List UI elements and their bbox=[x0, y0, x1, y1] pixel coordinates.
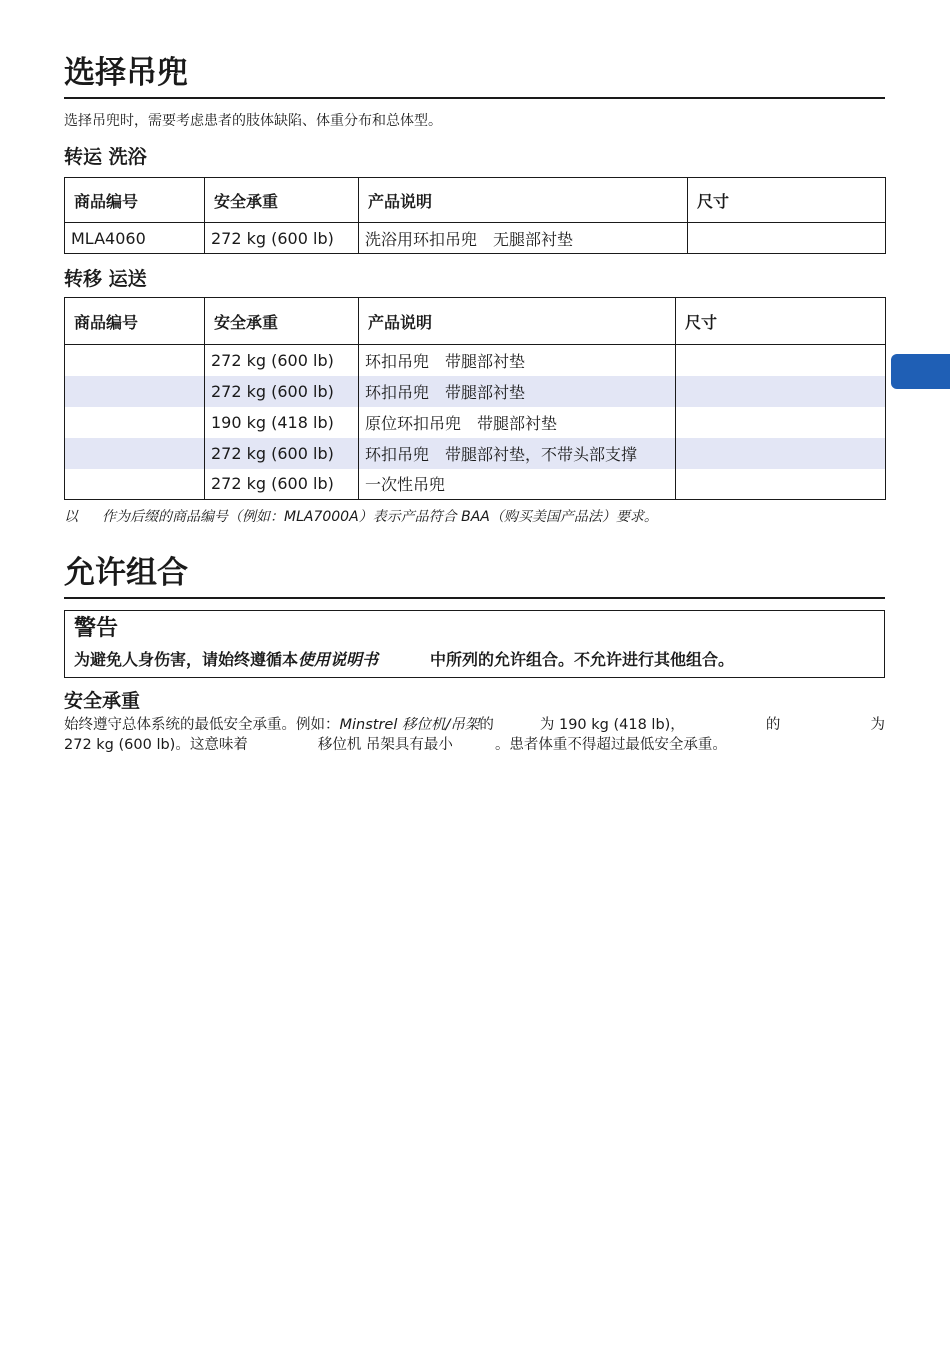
cell-size bbox=[676, 376, 886, 407]
cell-desc: 洗浴用环扣吊兜 无腿部衬垫 bbox=[359, 223, 688, 254]
cell-load: 190 kg (418 lb) bbox=[205, 407, 359, 438]
cell-size bbox=[676, 469, 886, 500]
warning-box bbox=[64, 610, 885, 678]
header-size: 尺寸 bbox=[676, 298, 886, 345]
table-row bbox=[65, 438, 886, 469]
header-description: 产品说明 bbox=[359, 298, 676, 345]
warning-part-b: 中所列的允许组合。不允许进行其他组合。 bbox=[430, 650, 735, 670]
warning-text bbox=[74, 647, 875, 670]
cell-article bbox=[65, 407, 205, 438]
cell-size bbox=[688, 223, 886, 254]
line1-part-a: 始终遵守总体系统的最低安全承重。例如： bbox=[64, 717, 340, 734]
line1-part-c: 为 190 kg (418 lb)， bbox=[539, 717, 685, 734]
cell-article bbox=[65, 469, 205, 500]
safe-load-heading: 安全承重 bbox=[64, 690, 141, 713]
cell-size bbox=[676, 407, 886, 438]
cell-desc: 环扣吊兜 带腿部衬垫，不带头部支撑 bbox=[359, 438, 676, 469]
cell-desc: 环扣吊兜 带腿部衬垫 bbox=[359, 376, 676, 407]
line1-part-e: 为 bbox=[870, 717, 885, 734]
table-row bbox=[65, 223, 886, 254]
table-transfer-transport bbox=[64, 297, 886, 500]
cell-article bbox=[65, 376, 205, 407]
table-row bbox=[65, 376, 886, 407]
cell-article bbox=[65, 345, 205, 376]
cell-desc: 环扣吊兜 带腿部衬垫 bbox=[359, 345, 676, 376]
table-header-row bbox=[65, 298, 886, 345]
safe-load-line-2 bbox=[64, 735, 885, 755]
cell-article: MLA4060 bbox=[65, 223, 205, 254]
cell-article bbox=[65, 438, 205, 469]
document-page bbox=[64, 0, 885, 755]
line2-part-a: 272 kg (600 lb)。这意味着 bbox=[64, 737, 248, 754]
header-size: 尺寸 bbox=[688, 178, 886, 223]
header-safe-load: 安全承重 bbox=[205, 298, 359, 345]
warning-title: 警告 bbox=[74, 616, 119, 641]
footnote-part-a: 以 bbox=[64, 509, 78, 525]
table-row bbox=[65, 469, 886, 500]
cell-size bbox=[676, 345, 886, 376]
line1-italic: Minstrel 移位机/吊架 bbox=[339, 717, 480, 734]
chapter-tab bbox=[891, 354, 950, 389]
line1-part-d: 的 bbox=[765, 717, 781, 734]
safe-load-line-1 bbox=[64, 715, 885, 735]
header-article-number: 商品编号 bbox=[65, 178, 205, 223]
cell-load: 272 kg (600 lb) bbox=[205, 438, 359, 469]
table-row bbox=[65, 407, 886, 438]
warning-ifu-italic: 使用说明书 bbox=[298, 650, 379, 670]
cell-load: 272 kg (600 lb) bbox=[205, 469, 359, 500]
table-transport-bathing bbox=[64, 177, 886, 254]
section-title-allowed-combinations: 允许组合 bbox=[64, 558, 885, 599]
cell-size bbox=[676, 438, 886, 469]
table1-heading: 转运 洗浴 bbox=[64, 146, 147, 168]
cell-desc: 一次性吊兜 bbox=[359, 469, 676, 500]
cell-load: 272 kg (600 lb) bbox=[205, 345, 359, 376]
footnote-part-b: 作为后缀的商品编号（例如：MLA7000A）表示产品符合 BAA（购买美国产品法）要求。 bbox=[102, 509, 658, 525]
line2-part-c: 。患者体重不得超过最低安全承重。 bbox=[494, 737, 727, 754]
table-row bbox=[65, 345, 886, 376]
header-article-number: 商品编号 bbox=[65, 298, 205, 345]
cell-load: 272 kg (600 lb) bbox=[205, 223, 359, 254]
line1-part-b: 的 bbox=[479, 717, 494, 734]
header-description: 产品说明 bbox=[359, 178, 688, 223]
intro-text: 选择吊兜时，需要考虑患者的肢体缺陷、体重分布和总体型。 bbox=[64, 113, 442, 129]
section-title-select-sling: 选择吊兜 bbox=[64, 58, 885, 99]
header-safe-load: 安全承重 bbox=[205, 178, 359, 223]
table-header-row bbox=[65, 178, 886, 223]
warning-part-a: 为避免人身伤害，请始终遵循本 bbox=[74, 650, 299, 670]
line2-part-b: 移位机 吊架具有最小 bbox=[317, 737, 453, 754]
cell-desc: 原位环扣吊兜 带腿部衬垫 bbox=[359, 407, 676, 438]
safe-load-paragraph bbox=[64, 715, 885, 755]
baa-footnote bbox=[64, 506, 885, 526]
cell-load: 272 kg (600 lb) bbox=[205, 376, 359, 407]
table2-heading: 转移 运送 bbox=[64, 268, 147, 290]
